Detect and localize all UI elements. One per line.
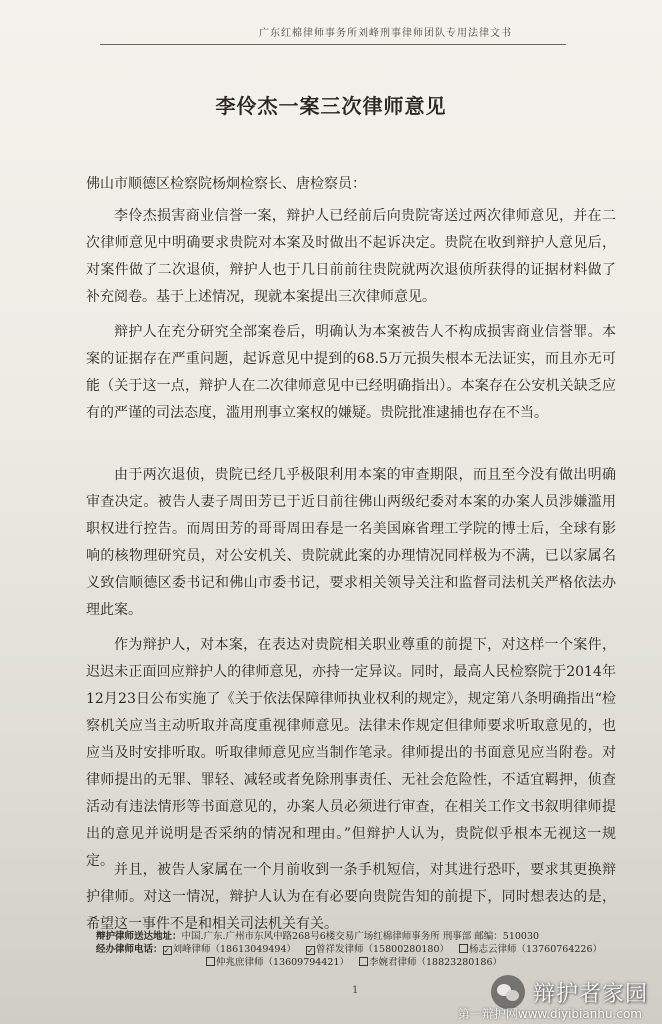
header-rule xyxy=(100,44,566,45)
phone-row-1 xyxy=(96,943,616,956)
checkbox-empty-icon xyxy=(359,957,368,966)
phone-label: 经办律师电话： xyxy=(96,944,163,955)
phone-row-2 xyxy=(96,956,616,969)
lawyer-entry: 仲兆庶律师（13609794421） xyxy=(216,957,349,968)
letterhead-text: 广东红棉律师事务所刘峰刑事律师团队专用法律文书 xyxy=(259,28,512,39)
watermark-site: 第一辩护网www.diyibianhu.com xyxy=(457,1007,642,1021)
contact-footer xyxy=(96,930,616,969)
checkbox-empty-icon xyxy=(459,944,468,953)
lawyer-entry: 杨志云律师（13760764226） xyxy=(469,944,603,955)
watermark xyxy=(491,975,648,1009)
paragraph-2: 辩护人在充分研究全部案卷后，明确认为本案被告人不构成损害商业信誉罪。本案的证据存在严重问题，起诉意见中提到的68.5万元损失根本无法证实，而且亦无可能（关于这一点，辩护人在二次律师意见中已经明确指出）。本案存在公安机关缺乏应有的严谨的司法态度，滥用刑事立案权的嫌疑。贵院批准逮捕也存在不当。 xyxy=(86,324,616,421)
salutation: 佛山市顺德区检察院杨炯检察长、唐检察员： xyxy=(86,176,366,192)
address-row xyxy=(96,930,616,943)
paragraph-4: 作为辩护人，对本案，在表达对贵院相关职业尊重的前提下，对这样一个案件，迟迟未正面回应辩护人的律师意见，亦持一定异议。同时，最高人民检察院于2014年12月23日公布实施了《关于依法保障律师执业权利的规定》，规定第八条明确指出“检察机关应当主动听取并高度重视律师意见。法律未作规定但律师要求听取意见的，也应当及时安排听取。听取律师意见应当制作笔录。律师提出的书面意见应当附卷。对律师提出的无罪、罪轻、减轻或者免除刑事责任、无社会危险性，不适宜羁押，侦查活动有违法情形等书面意见的，办案人员必须进行审查，在相关工作文书叙明律师提出的意见并说明是否采纳的情况和理由。”但辩护人认为，贵院似乎根本无视这一规定。 xyxy=(86,637,616,869)
checkbox-checked-icon xyxy=(306,946,315,955)
checkbox-empty-icon xyxy=(206,957,215,966)
page-number: 1 xyxy=(352,985,359,996)
document-title: 李伶杰一案三次律师意见 xyxy=(215,94,447,118)
paragraph-1: 李伶杰损害商业信誉一案，辩护人已经前后向贵院寄送过两次律师意见，并在二次律师意见中明确要求贵院对本案及时做出不起诉决定。贵院在收到辩护人意见后，对案件做了二次退侦，辩护人也于几日前前往贵院就两次退侦所获得的证据材料做了补充阅卷。基于上述情况，现就本案提出三次律师意见。 xyxy=(86,208,616,305)
address-label: 辩护律师送达地址： xyxy=(96,931,182,942)
address-value: 中国.广东.广州市东风中路268号6楼交易广场红棉律师事务所 刑事部 邮编：510030 xyxy=(181,931,540,942)
watermark-brand: 辩护者家园 xyxy=(532,981,648,1007)
paragraph-5: 并且，被告人家属在一个月前收到一条手机短信，对其进行恐吓，要求其更换辩护律师。对这一情况，辩护人认为在有必要向贵院告知的前提下，同时想表达的是，希望这一事件不是和相关司法机关有关。 xyxy=(86,862,616,932)
lawyer-entry: 李婉君律师（18823280186） xyxy=(369,957,502,968)
lawyer-entry: 刘峰律师（18613049494） xyxy=(172,944,297,955)
checkbox-checked-icon xyxy=(163,946,172,955)
paragraph-3: 由于两次退侦，贵院已经几乎极限利用本案的审查期限，而且至今没有做出明确审查决定。被告人妻子周田芳已于近日前往佛山两级纪委对本案的办案人员涉嫌滥用职权进行控告。而周田芳的哥哥周田春是一名美国麻省理工学院的博士后，全球有影响的核物理研究员，对公安机关、贵院就此案的办理情况同样极为不满，已以家属名义致信顺德区委书记和佛山市委书记，要求相关领导关注和监督司法机关严格依法办理此案。 xyxy=(86,467,616,618)
wechat-logo-icon xyxy=(491,975,525,1009)
lawyer-entry: 曾祥发律师（15800280180） xyxy=(316,944,450,955)
